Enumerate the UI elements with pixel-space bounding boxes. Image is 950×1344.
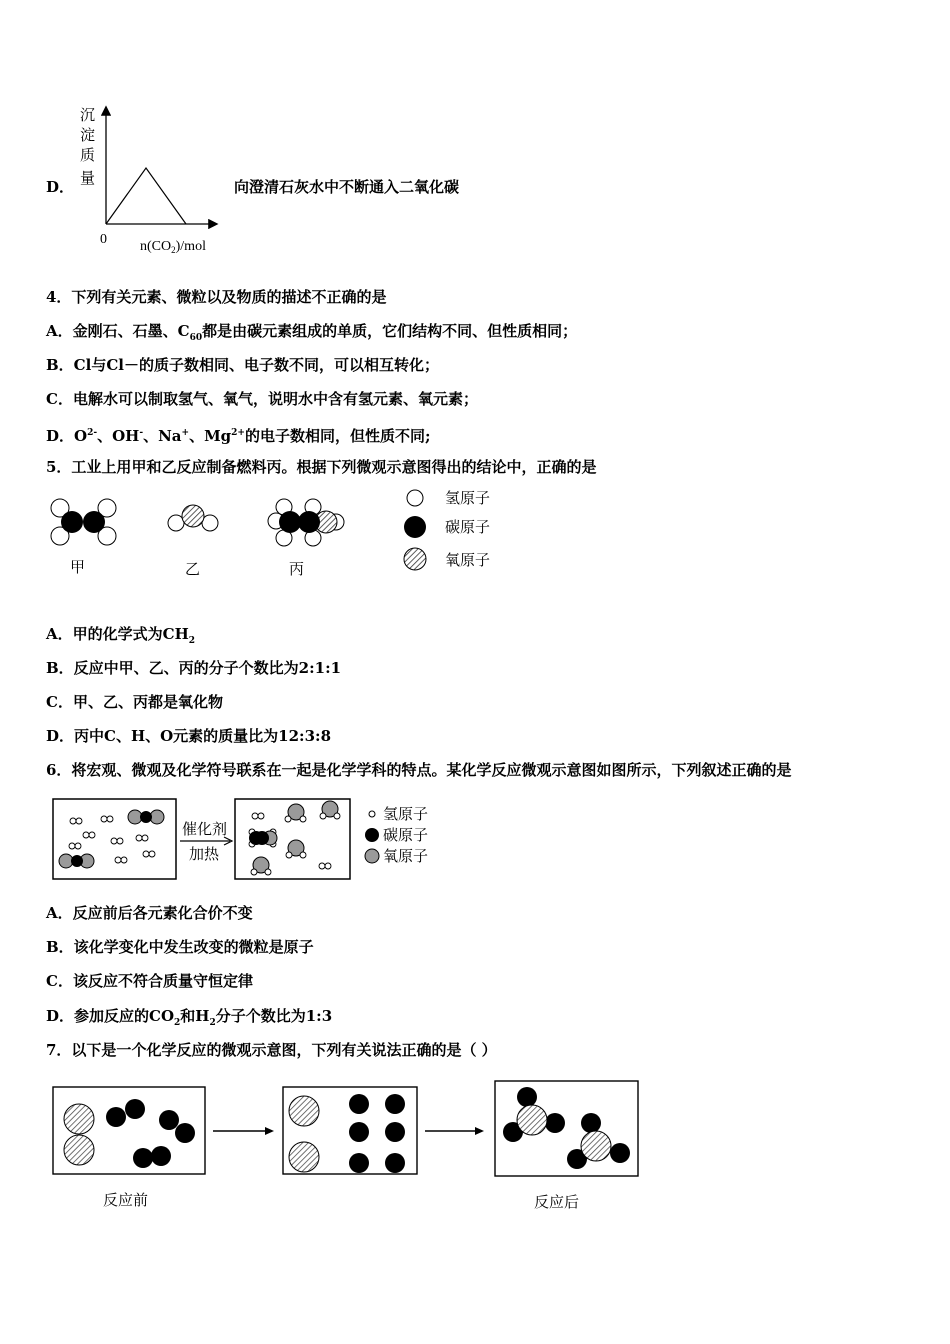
q5-molecule-diagram bbox=[40, 485, 520, 585]
q4-option-a: A．金刚石、石墨、$C_{60}$都是由碳元素组成的单质，它们结构不同、但性质相同； bbox=[46, 322, 578, 343]
oxygen-atom-icon bbox=[404, 548, 426, 570]
svg-text:氧原子: 氧原子 bbox=[445, 551, 491, 569]
svg-text:碳原子: 碳原子 bbox=[383, 826, 429, 844]
q6-option-a: A．反应前后各元素化合价不变 bbox=[46, 904, 253, 922]
svg-text:氢原子: 氢原子 bbox=[383, 805, 429, 823]
q5-legend bbox=[404, 489, 490, 570]
carbon-atom-icon bbox=[404, 516, 426, 538]
q6-option-d: D．参加反应的$CO_2$和$H_2$分子个数比为1:3 bbox=[46, 1007, 333, 1028]
q4-option-c: C．电解水可以制取氢气、氧气，说明水中含有氢元素、氧元素； bbox=[46, 390, 478, 408]
svg-text:氧原子: 氧原子 bbox=[383, 847, 429, 865]
q7-stem: 7．以下是一个化学反应的微观示意图，下列有关说法正确的是（ ） bbox=[46, 1041, 497, 1059]
q6-option-c: C．该反应不符合质量守恒定律 bbox=[46, 972, 253, 990]
svg-text:氢原子: 氢原子 bbox=[445, 489, 491, 507]
q5-option-d: D．丙中C、H、O元素的质量比为12:3:8 bbox=[46, 727, 332, 745]
label-before-reaction: 反应前 bbox=[103, 1191, 149, 1209]
molecule-bing bbox=[268, 499, 344, 546]
label-jia: 甲 bbox=[70, 558, 86, 576]
q3-option-d-label: D． bbox=[46, 178, 75, 196]
heating-label: 加热 bbox=[189, 845, 220, 863]
chart-xlabel: $n(CO_2)$/mol bbox=[140, 239, 206, 255]
q4-option-d: D．$O^{2-}$、OH-、Na+、$Mg^{2+}$的电子数相同，但性质不同; bbox=[46, 427, 431, 445]
catalyst-label: 催化剂 bbox=[182, 820, 228, 838]
q6-reaction-diagram bbox=[52, 798, 442, 884]
chart-ylabel-char-3: 质 bbox=[80, 146, 96, 164]
q5-option-a: A．甲的化学式为$CH_2$ bbox=[46, 625, 196, 646]
hydrogen-atom-icon bbox=[369, 811, 375, 817]
label-yi: 乙 bbox=[185, 560, 201, 578]
chart-ylabel-char-4: 量 bbox=[80, 169, 96, 187]
q7-reaction-diagram bbox=[50, 1078, 650, 1218]
chart-ylabel-char-1: 沉 bbox=[80, 106, 96, 124]
chart-ylabel-char-2: 淀 bbox=[80, 126, 96, 144]
carbon-atom-icon bbox=[365, 828, 379, 842]
molecule-yi bbox=[168, 505, 218, 531]
q3-option-d-text: 向澄清石灰水中不断通入二氧化碳 bbox=[234, 178, 460, 196]
molecule-jia bbox=[51, 499, 116, 545]
q4-stem: 4．下列有关元素、微粒以及物质的描述不正确的是 bbox=[46, 288, 387, 306]
label-after-reaction: 反应后 bbox=[534, 1193, 580, 1211]
oxygen-atom-icon bbox=[365, 849, 379, 863]
svg-text:碳原子: 碳原子 bbox=[445, 518, 491, 536]
q6-option-b: B．该化学变化中发生改变的微粒是原子 bbox=[46, 938, 314, 956]
q5-option-b: B．反应中甲、乙、丙的分子个数比为2:1:1 bbox=[46, 659, 342, 677]
q5-stem: 5．工业上用甲和乙反应制备燃料丙。根据下列微观示意图得出的结论中，正确的是 bbox=[46, 458, 597, 476]
chart-origin-label: 0 bbox=[100, 232, 107, 247]
q3-chart bbox=[78, 100, 248, 260]
hydrogen-atom-icon bbox=[407, 490, 423, 506]
chart-series-line bbox=[106, 168, 186, 224]
label-bing: 丙 bbox=[289, 560, 305, 578]
q6-stem: 6．将宏观、微观及化学符号联系在一起是化学学科的特点。某化学反应微观示意图如图所示，下列叙述正确的是 bbox=[46, 761, 792, 779]
q5-option-c: C．甲、乙、丙都是氧化物 bbox=[46, 693, 223, 711]
q6-legend bbox=[365, 805, 428, 865]
q4-option-b: B．Cl与Cl－的质子数相同、电子数不同，可以相互转化； bbox=[46, 356, 439, 374]
